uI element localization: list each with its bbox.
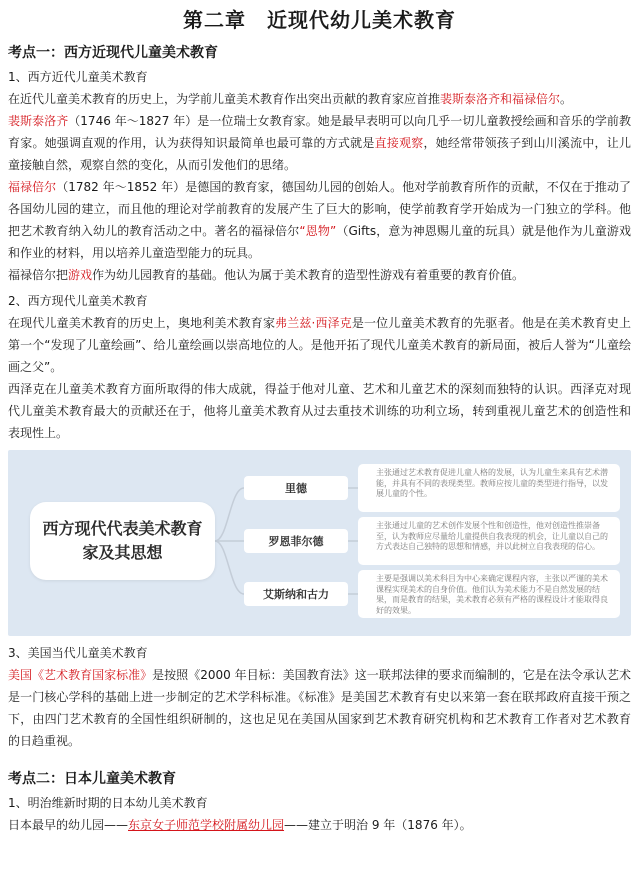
point2-section1-title: 1、明治维新时期的日本幼儿美术教育 <box>8 796 208 810</box>
point1-section2-title: 2、西方现代儿童美术教育 <box>8 294 148 308</box>
mindmap-center: 西方现代代表美术教育家及其思想 <box>30 502 215 580</box>
paragraph: 在现代儿童美术教育的历史上，奥地利美术教育家弗兰兹·西泽克是一位儿童美术教育的先驱者。他是在美术教育史上第一个“发现了儿童绘画”、给儿童绘画以崇高地位的人。是他开拓了现代儿童美术教育的新局面，被后人誉为“儿童绘画之父”。 <box>8 316 631 374</box>
paragraph: 西泽克在儿童美术教育方面所取得的伟大成就，得益于他对儿童、艺术和儿童艺术的深刻而独特的认识。西泽克对现代儿童美术教育最大的贡献还在于，他将儿童美术教育从过去重技术训练的功利立场，转到重视儿童艺术的创造性和表现性上。 <box>8 382 631 440</box>
mindmap-node-read: 里德 <box>244 476 348 500</box>
highlight: 福禄倍尔 <box>8 180 57 194</box>
paragraph: 裴斯泰洛齐（1746 年～1827 年）是一位瑞士女教育家。她是最早表明可以向几乎一切儿童教授绘画和音乐的学前教育家。她强调直观的作用，认为获得知识最简单也最可靠的方式就是直接观察，她经常带领孩子到山川溪流中，让儿童接触自然，观察自然的变化，从而引发他们的思绪。 <box>8 114 631 172</box>
point2-title: 考点二：日本儿童美术教育 <box>8 771 176 787</box>
highlight: 裴斯泰洛齐和福禄倍尔 <box>440 92 561 106</box>
highlight: 东京女子师范学校附属幼儿园 <box>128 818 285 832</box>
highlight: “恩物” <box>299 224 337 238</box>
point1-section1-title: 1、西方近代儿童美术教育 <box>8 70 148 84</box>
point1-section3-title: 3、美国当代儿童美术教育 <box>8 646 148 660</box>
paragraph: 福禄倍尔（1782 年～1852 年）是德国的教育家，德国幼儿园的创始人。他对学前教育所作的贡献，不仅在于推动了各国幼儿园的建立，而且他的理论对学前教育的发展产生了巨大的影响，使学前教育学开始成为一门独立的学科。他把艺术教育纳入幼儿的教育活动之中。著名的福禄倍尔“恩物”（Gifts，意为神恩赐儿童的玩具）就是他作为儿童游戏和作业的材料，用以培养儿童造型能力的玩具。 <box>8 180 631 260</box>
paragraph: 福禄倍尔把游戏作为幼儿园教育的基础。他认为属于美术教育的造型性游戏有着重要的教育价值。 <box>8 268 525 282</box>
highlight: 裴斯泰洛齐 <box>8 114 69 128</box>
highlight: 游戏 <box>68 268 93 282</box>
mindmap-figure <box>8 450 631 636</box>
mindmap-desc-eisner: 主要是强调以美术科目为中心来确定课程内容，主张以严谨的美术课程实现美术的自身价值。他们认为美术能力不是自然发展的结果，而是教育的结果，美术教育必须有严格的课程设计才能取得良好的效果。 <box>358 570 620 618</box>
mindmap-desc-read: 主张通过艺术教育促进儿童人格的发展，认为儿童生来具有艺术潜能，并具有不同的表现类型。教师应按儿童的类型进行指导，以发展儿童的个性。 <box>358 464 620 512</box>
highlight: 弗兰兹·西泽克 <box>275 316 352 330</box>
highlight: 直接观察 <box>374 136 424 150</box>
highlight: 美国《艺术教育国家标准》 <box>8 668 153 682</box>
paragraph: 日本最早的幼儿园——东京女子师范学校附属幼儿园——建立于明治 9 年（1876 年）。 <box>8 818 472 832</box>
mindmap-desc-lowenfeld: 主张通过儿童的艺术创作发展个性和创造性，他对创造性推崇备至，认为教师应尽量给儿童提供自我表现的机会，让儿童以自己的方式表达自己独特的思想和情感，并以此树立自我表现的信心。 <box>358 517 620 565</box>
mindmap-node-eisner: 艾斯纳和古力 <box>244 582 348 606</box>
point1-title: 考点一：西方近现代儿童美术教育 <box>8 45 218 61</box>
mindmap-node-lowenfeld: 罗恩菲尔德 <box>244 529 348 553</box>
paragraph: 美国《艺术教育国家标准》是按照《2000 年目标：美国教育法》这一联邦法律的要求而编制的，它是在法令承认艺术是一门核心学科的基础上进一步制定的艺术学科标准。《标准》是美国艺术教育有史以来第一套在联邦政府直接干预之下，由四门艺术教育的全国性组织研制的，这也足见在美国从国家到艺术教育研究机构和艺术教育工作者对艺术教育的日趋重视。 <box>8 668 631 748</box>
paragraph: 在近代儿童美术教育的历史上，为学前儿童美术教育作出突出贡献的教育家应首推裴斯泰洛齐和福禄倍尔。 <box>8 92 573 106</box>
chapter-title: 第二章 近现代幼儿美术教育 <box>183 8 456 32</box>
